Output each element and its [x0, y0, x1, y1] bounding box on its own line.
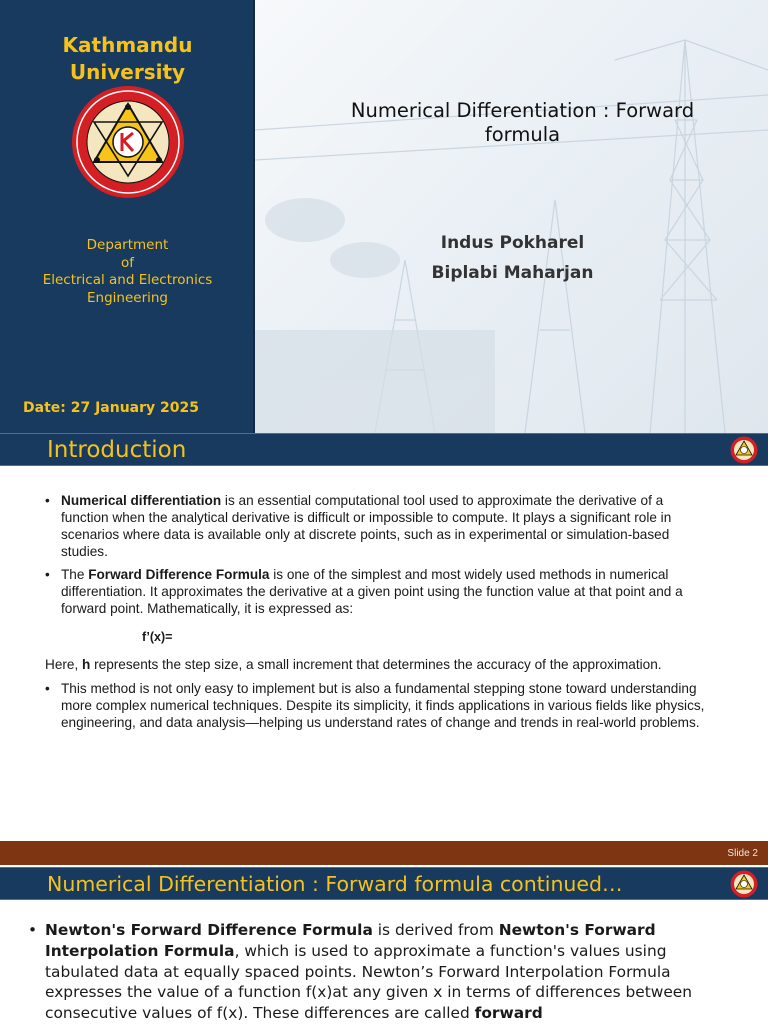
bullet-item [45, 566, 705, 617]
explanation-bold-text: h [82, 657, 91, 672]
step-size-explanation [45, 656, 705, 673]
presentation-title-line1: Numerical Differentiation : Forward [350, 99, 695, 122]
university-name-line1: Kathmandu [62, 33, 193, 57]
presentation-title [315, 99, 730, 147]
bullet-text: is an essential computational tool used to approximate the derivative of a function when the analytical derivative is difficult or impossible to compute. It plays a significant role in scenarios where data is available only at discrete points, such as in experimental or simulation-based studies. [61, 493, 672, 559]
explanation-text: represents the step size, a small increment that determines the accuracy of the approximation. [90, 657, 662, 672]
bullet-bold-text: forward [474, 1004, 543, 1023]
bullet-item [45, 492, 705, 560]
title-slide-right-panel [255, 0, 768, 433]
introduction-slide-header [0, 433, 768, 466]
bullet-text: , which is used to approximate a function's values using tabulated data at equally spaced points. Newton’s Forward Interpolation Formula expresses the value of a function f(x)at any given x in terms of differences between consecutive values of f(x). These differences are called [45, 941, 693, 1023]
forward-formula-slide-header [0, 867, 768, 900]
power-tower-background-image [255, 0, 768, 433]
forward-difference-formula: f’(x)= [142, 630, 173, 644]
introduction-slide-body [0, 466, 768, 840]
university-seal-icon [730, 436, 758, 464]
author-name: Biplabi Maharjan [431, 263, 594, 283]
title-slide-left-panel [0, 0, 255, 433]
university-seal-icon [730, 870, 758, 898]
university-name [0, 32, 255, 86]
bullet-text: This method is not only easy to implement but is also a fundamental stepping stone toward understanding more complex numerical techniques. Despite its simplicity, it finds applications in various fields like physics, engineering, and data analysis—helping us understand rates of change and trends in real-world problems. [61, 681, 705, 730]
presentation-date: Date: 27 January 2025 [23, 400, 199, 416]
title-slide [0, 0, 768, 433]
bullet-item [45, 680, 705, 731]
bullet-bold-text: Numerical differentiation [61, 493, 222, 508]
slide-number: Slide 2 [727, 848, 758, 859]
author-name: Indus Pokharel [440, 233, 585, 253]
bullet-glyph: • [45, 567, 50, 582]
explanation-text: Here, [45, 657, 83, 672]
department-line: Department [86, 237, 169, 253]
department-line: Engineering [87, 289, 168, 306]
forward-formula-content [28, 920, 728, 1030]
department-line: of [120, 254, 134, 271]
bullet-bold-text: Newton's Forward Difference Formula [45, 921, 373, 939]
bullet-glyph: • [28, 921, 38, 939]
slide-title: Numerical Differentiation : Forward formula continued… [47, 872, 623, 896]
university-name-line2: University [69, 60, 186, 84]
bullet-glyph: • [45, 681, 50, 696]
department-line: Electrical and Electronics [42, 272, 213, 288]
bullet-text: is derived from [372, 921, 499, 939]
introduction-content [45, 492, 705, 737]
bullet-item [28, 920, 728, 1024]
bullet-glyph: • [45, 493, 50, 508]
bullet-text: The [61, 567, 89, 582]
presentation-title-line2: formula [484, 123, 561, 146]
author-list [345, 228, 680, 288]
bullet-bold-text: Newton's Forward Interpolation Formula [45, 921, 656, 960]
slide-title: Introduction [47, 437, 187, 463]
slide-footer-bar [0, 841, 768, 865]
bullet-bold-text: Forward Difference Formula [88, 567, 270, 582]
department-name [0, 237, 255, 307]
bullet-text: is one of the simplest and most widely used methods in numerical differentiation. It approximates the derivative at a given point using the function value at that point and a forward point. Mathematically, it is expressed as: [61, 567, 683, 616]
university-seal-logo [70, 84, 186, 200]
